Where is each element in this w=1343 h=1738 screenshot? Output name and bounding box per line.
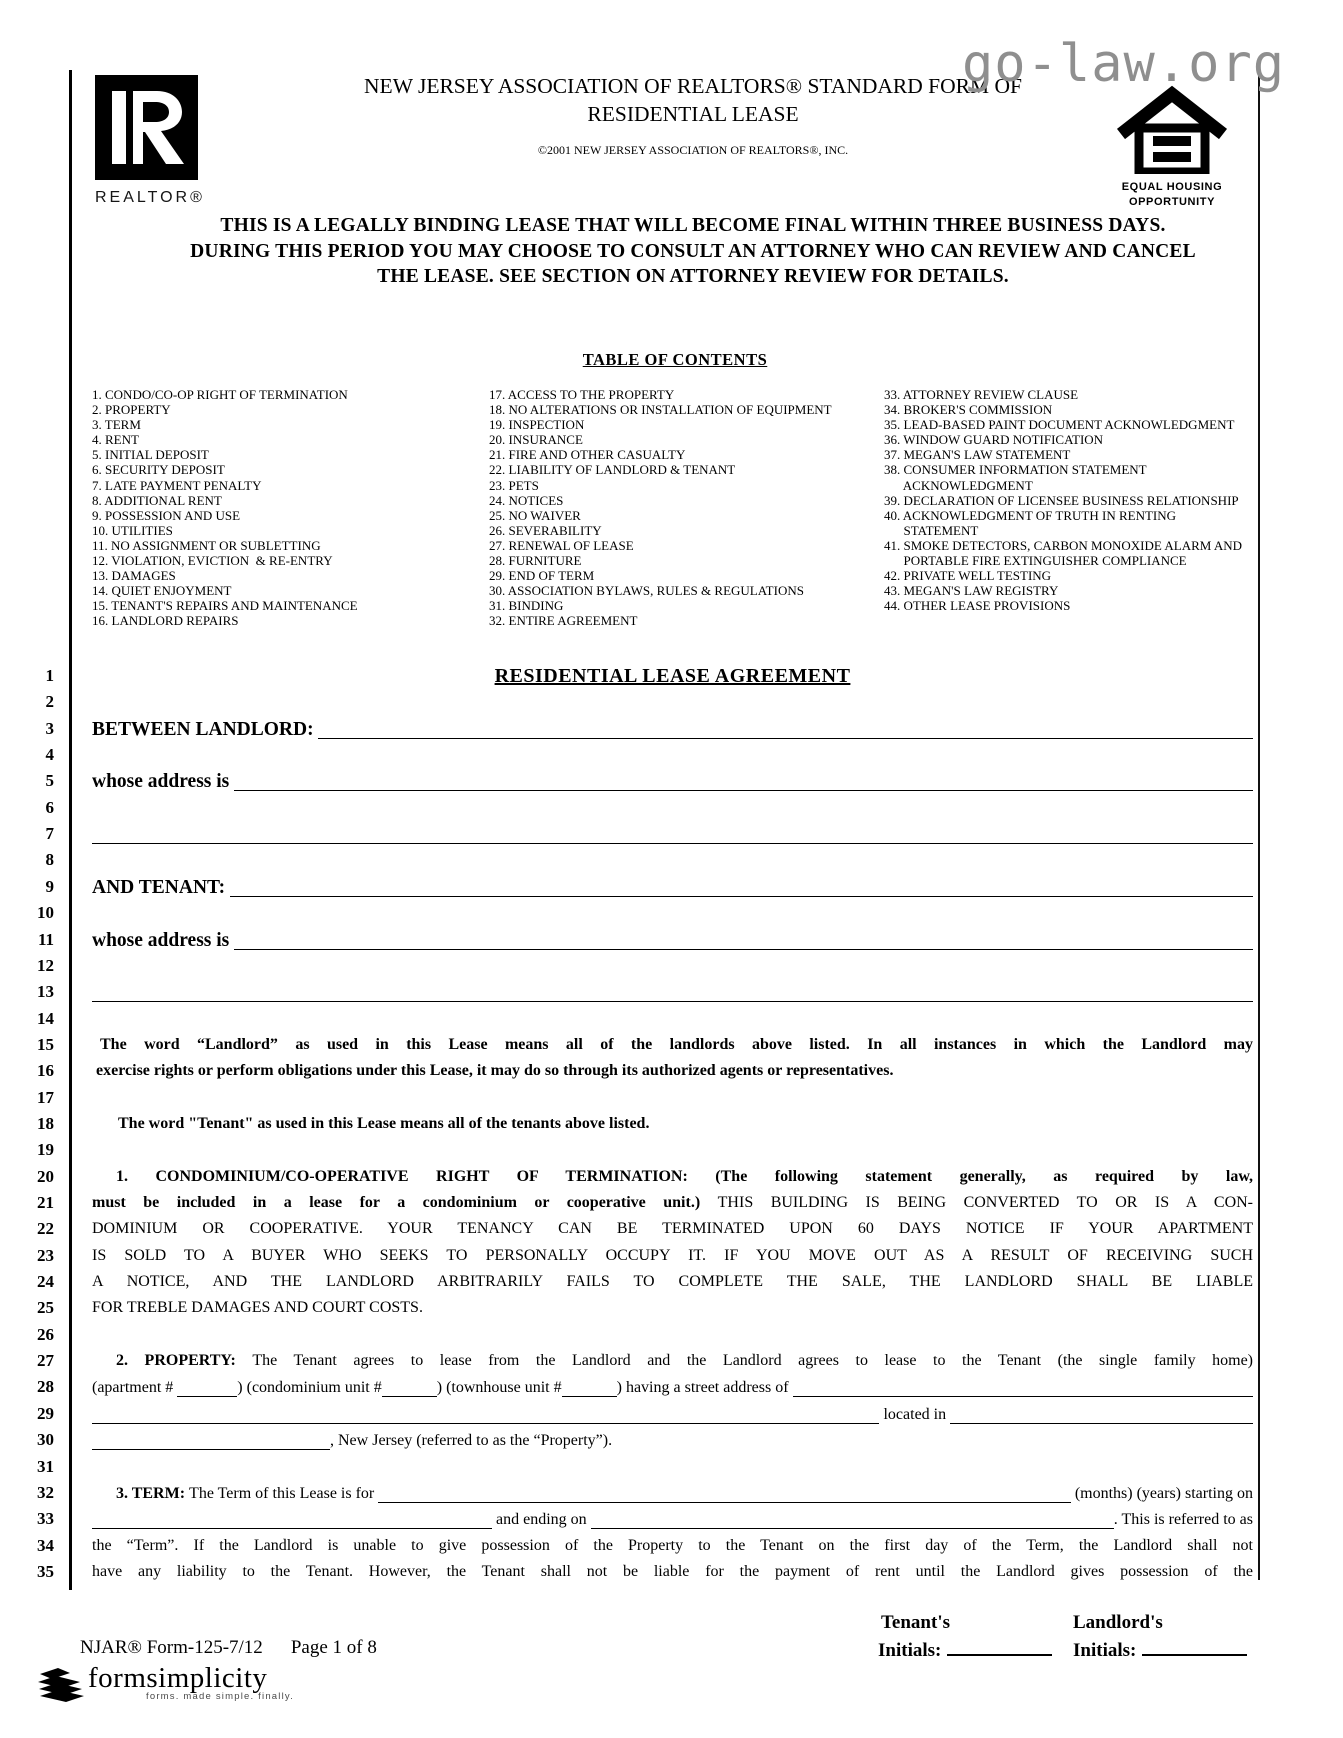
- toc-item: 34. BROKER'S COMMISSION: [884, 402, 1053, 418]
- toc-item: STATEMENT: [884, 522, 979, 538]
- line-number: 18: [37, 1113, 54, 1133]
- line-number: 33: [37, 1509, 54, 1529]
- toc-column-2: [489, 387, 832, 629]
- toc-item: PORTABLE FIRE EXTINGUISHER COMPLIANCE: [884, 553, 1187, 569]
- blank-field: [230, 896, 1253, 897]
- blank-field: [382, 1396, 437, 1397]
- line-number: 17: [37, 1087, 54, 1107]
- text-segment: whose address is: [92, 771, 235, 793]
- toc-item: 40. ACKNOWLEDGMENT OF TRUTH IN RENTING: [884, 507, 1177, 523]
- tenants-initials-blank: [947, 1642, 1052, 1656]
- text-segment: FOR TREBLE DAMAGES AND COURT COSTS.: [92, 1299, 423, 1317]
- text-segment: The Term of this Lease is for: [189, 1484, 379, 1502]
- body-line-25: [92, 1295, 1253, 1322]
- toc-item: 43. MEGAN'S LAW REGISTRY: [884, 583, 1059, 599]
- form-number-line: [80, 1637, 377, 1659]
- body-line-27: [116, 1348, 1253, 1375]
- toc-item: 16. LANDLORD REPAIRS: [92, 613, 239, 629]
- body-line-13: [92, 979, 1253, 1006]
- line-number: 9: [45, 876, 54, 896]
- document-title-line1: NEW JERSEY ASSOCIATION OF REALTORS® STANDARD FORM OF: [364, 74, 1022, 98]
- line-number: 35: [37, 1561, 54, 1581]
- line-number: 5: [45, 771, 54, 791]
- toc-item: 8. ADDITIONAL RENT: [92, 492, 222, 508]
- line-number: 27: [37, 1351, 54, 1371]
- formsimplicity-brand: formsimplicity: [88, 1662, 268, 1694]
- equal-housing-logo: [1110, 82, 1234, 208]
- body-line-32: [116, 1480, 1253, 1507]
- landlords-initials-heading: Landlord's: [1073, 1612, 1163, 1633]
- toc-item: 30. ASSOCIATION BYLAWS, RULES & REGULATIONS: [489, 583, 804, 599]
- toc-item: ACKNOWLEDGMENT: [884, 477, 1033, 493]
- formsimplicity-stack-icon: [36, 1666, 86, 1709]
- body-line-24: [92, 1269, 1253, 1296]
- blank-field: [378, 1502, 1071, 1503]
- line-number: 30: [37, 1430, 54, 1450]
- toc-item: 29. END OF TERM: [489, 568, 595, 584]
- legal-warning-block: [133, 213, 1253, 290]
- text-segment: 2. PROPERTY:: [116, 1352, 253, 1370]
- equal-housing-house-icon: [1111, 161, 1233, 178]
- legal-warning-line3: THE LEASE. SEE SECTION ON ATTORNEY REVIEW FOR DETAILS.: [377, 266, 1009, 287]
- toc-item: 4. RENT: [92, 432, 139, 448]
- watermark-text: go-law.org: [962, 34, 1286, 94]
- toc-item: 26. SEVERABILITY: [489, 522, 602, 538]
- text-segment: have any liability to the Tenant. However, the Tenant shall not be liable for the payment of rent until the Landlord gives possession of the: [92, 1562, 1253, 1580]
- toc-item: 12. VIOLATION, EVICTION & RE-ENTRY: [92, 553, 333, 569]
- right-border-rule: [1258, 76, 1260, 1580]
- toc-title: TABLE OF CONTENTS: [582, 350, 768, 369]
- text-segment: The word "Tenant" as used in this Lease means all of the tenants above listed.: [118, 1114, 650, 1132]
- line-number: 10: [37, 903, 54, 923]
- line-number: 22: [37, 1219, 54, 1239]
- blank-field: [92, 1449, 330, 1450]
- page-indicator: Page 1 of 8: [290, 1637, 377, 1658]
- body-line-9: [92, 874, 1253, 901]
- text-segment: . This is referred to as: [1113, 1511, 1253, 1529]
- line-number: 13: [37, 982, 54, 1002]
- text-segment: and ending on: [492, 1511, 591, 1529]
- formsimplicity-tagline: forms. made simple. finally.: [146, 1691, 294, 1702]
- toc-item: 1. CONDO/CO-OP RIGHT OF TERMINATION: [92, 387, 348, 402]
- body-line-35: [92, 1559, 1253, 1586]
- tenants-initials-heading: Tenant's: [881, 1612, 950, 1633]
- blank-field: [92, 843, 1253, 844]
- text-segment: The word “Landlord” as used in this Lease means all of the landlords above listed. In all instances in which the Landlord may: [100, 1035, 1253, 1053]
- form-number: NJAR® Form-125-7/12: [80, 1637, 263, 1658]
- line-number: 1: [45, 666, 54, 685]
- text-segment: 3. TERM:: [116, 1484, 190, 1502]
- blank-field: [793, 1396, 1253, 1397]
- text-segment: ) (condominium unit #: [237, 1379, 382, 1397]
- text-segment: (apartment #: [92, 1379, 178, 1397]
- toc-column-3: [884, 387, 1242, 613]
- toc-item: 32. ENTIRE AGREEMENT: [489, 613, 638, 629]
- blank-field: [92, 1001, 1253, 1002]
- toc-item: 38. CONSUMER INFORMATION STATEMENT: [884, 462, 1147, 478]
- line-number: 24: [37, 1272, 54, 1292]
- text-segment: IS SOLD TO A BUYER WHO SEEKS TO PERSONALLY OCCUPY IT. IF YOU MOVE OUT AS A RESULT OF RECEIVING SUCH: [92, 1246, 1253, 1264]
- body-line-28: [92, 1374, 1253, 1401]
- toc-item: 28. FURNITURE: [489, 553, 582, 569]
- toc-item: 37. MEGAN'S LAW STATEMENT: [884, 447, 1071, 463]
- toc-item: 15. TENANT'S REPAIRS AND MAINTENANCE: [92, 598, 358, 614]
- blank-field: [562, 1396, 617, 1397]
- text-segment: DOMINIUM OR COOPERATIVE. YOUR TENANCY CAN BE TERMINATED UPON 60 DAYS NOTICE IF YOUR APARTMENT: [92, 1220, 1253, 1238]
- legal-warning-line2: DURING THIS PERIOD YOU MAY CHOOSE TO CONSULT AN ATTORNEY WHO CAN REVIEW AND CANCEL: [190, 240, 1196, 262]
- left-border-rule: [69, 70, 72, 1590]
- toc-item: 24. NOTICES: [489, 492, 564, 508]
- text-segment: must be included in a lease for a condominium or cooperative unit.): [92, 1194, 718, 1211]
- line-number: 25: [37, 1298, 54, 1318]
- toc-item: 20. INSURANCE: [489, 432, 583, 448]
- body-line-29: [92, 1401, 1253, 1428]
- toc-item: 18. NO ALTERATIONS OR INSTALLATION OF EQUIPMENT: [489, 402, 832, 418]
- text-segment: the “Term”. If the Landlord is unable to give possession of the Property to the Tenant on the first day of the Term, the Landlord shall not: [92, 1536, 1253, 1554]
- line-number: 4: [45, 745, 54, 765]
- toc-item: 11. NO ASSIGNMENT OR SUBLETTING: [92, 537, 321, 553]
- text-segment: 1. CONDOMINIUM/CO-OPERATIVE RIGHT OF TERMINATION: (The following statement generally, as required by law,: [116, 1167, 1253, 1185]
- line-number: 34: [37, 1535, 54, 1555]
- blank-field: [234, 790, 1253, 791]
- line-number: 14: [37, 1008, 54, 1028]
- document-title-line2: RESIDENTIAL LEASE: [587, 102, 799, 126]
- blank-field: [92, 1528, 492, 1529]
- tenants-initials-line: Initials:: [878, 1640, 1052, 1662]
- body-line-18: [118, 1111, 1253, 1138]
- line-number: 23: [37, 1245, 54, 1265]
- toc-item: 23. PETS: [489, 477, 539, 493]
- line-number: 32: [37, 1482, 54, 1502]
- text-segment: whose address is: [92, 929, 235, 951]
- blank-field: [177, 1396, 237, 1397]
- toc-item: 5. INITIAL DEPOSIT: [92, 447, 209, 463]
- toc-item: 33. ATTORNEY REVIEW CLAUSE: [884, 387, 1079, 402]
- text-segment: ) having a street address of: [616, 1379, 793, 1397]
- text-segment: (months) (years) starting on: [1070, 1484, 1253, 1502]
- toc-item: 19. INSPECTION: [489, 417, 585, 433]
- body-line-7: [92, 821, 1253, 848]
- equal-housing-caption-line2: OPPORTUNITY: [1128, 195, 1216, 208]
- blank-field: [950, 1423, 1253, 1424]
- body-line-11: [92, 927, 1253, 954]
- line-number: 20: [37, 1166, 54, 1186]
- toc-item: 41. SMOKE DETECTORS, CARBON MONOXIDE ALARM AND: [884, 537, 1243, 553]
- toc-item: 22. LIABILITY OF LANDLORD & TENANT: [489, 462, 736, 478]
- body-line-23: [92, 1243, 1253, 1270]
- landlords-initials-blank: [1142, 1642, 1247, 1656]
- toc-item: 7. LATE PAYMENT PENALTY: [92, 477, 262, 493]
- landlords-initials-line: Initials:: [1073, 1640, 1247, 1662]
- text-segment: exercise rights or perform obligations under this Lease, it may do so through its authorized agents or representatives.: [96, 1062, 894, 1080]
- text-segment: located in: [879, 1405, 951, 1423]
- toc-item: 31. BINDING: [489, 598, 564, 614]
- toc-item: 9. POSSESSION AND USE: [92, 507, 241, 523]
- toc-item: 14. QUIET ENJOYMENT: [92, 583, 232, 599]
- toc-item: 6. SECURITY DEPOSIT: [92, 462, 225, 478]
- body-line-5: [92, 768, 1253, 795]
- line-number: 28: [37, 1377, 54, 1397]
- copyright-line: ©2001 NEW JERSEY ASSOCIATION OF REALTORS®, INC.: [537, 143, 849, 157]
- text-segment: ) (townhouse unit #: [436, 1379, 562, 1397]
- text-segment: AND TENANT:: [92, 876, 230, 898]
- line-number: 19: [37, 1140, 54, 1160]
- toc-item: 17. ACCESS TO THE PROPERTY: [489, 387, 675, 402]
- toc-column-1: [92, 387, 358, 629]
- toc-item: 35. LEAD-BASED PAINT DOCUMENT ACKNOWLEDGMENT: [884, 417, 1235, 433]
- toc-item: 42. PRIVATE WELL TESTING: [884, 568, 1052, 584]
- toc-item: 3. TERM: [92, 417, 141, 433]
- equal-housing-caption-line1: EQUAL HOUSING: [1121, 181, 1223, 193]
- toc-item: 25. NO WAIVER: [489, 507, 581, 523]
- toc-item: 10. UTILITIES: [92, 522, 173, 538]
- body-line-1: [92, 663, 1253, 690]
- toc-item: 44. OTHER LEASE PROVISIONS: [884, 598, 1071, 614]
- blank-field: [234, 949, 1253, 950]
- blank-field: [92, 1423, 879, 1424]
- line-number: 11: [37, 929, 54, 949]
- legal-warning-line1: THIS IS A LEGALLY BINDING LEASE THAT WILL BECOME FINAL WITHIN THREE BUSINESS DAYS.: [220, 215, 1166, 236]
- text-segment: THIS BUILDING IS BEING CONVERTED TO OR IS A CON-: [717, 1194, 1253, 1211]
- text-segment: A NOTICE, AND THE LANDLORD ARBITRARILY FAILS TO COMPLETE THE SALE, THE LANDLORD SHALL BE LIABLE: [92, 1273, 1253, 1291]
- line-number: 31: [37, 1456, 54, 1476]
- line-number: 3: [45, 718, 54, 738]
- line-number: 8: [45, 850, 54, 870]
- line-number: 21: [37, 1193, 54, 1212]
- line-number: 15: [37, 1034, 54, 1054]
- text-segment: The Tenant agrees to lease from the Landlord and the Landlord agrees to lease to the Tenant (the single family home): [252, 1352, 1253, 1370]
- body-line-15: [100, 1032, 1253, 1059]
- line-number: 16: [37, 1061, 54, 1081]
- text-segment: , New Jersey (referred to as the “Property”).: [330, 1432, 613, 1450]
- text-segment: BETWEEN LANDLORD:: [92, 718, 319, 740]
- realtor-logo-label: REALTOR®: [95, 189, 205, 206]
- section-heading: RESIDENTIAL LEASE AGREEMENT: [494, 665, 851, 687]
- toc-item: 36. WINDOW GUARD NOTIFICATION: [884, 432, 1104, 448]
- toc-item: 27. RENEWAL OF LEASE: [489, 537, 634, 553]
- line-number: 7: [45, 824, 54, 844]
- body-line-22: [92, 1216, 1253, 1243]
- body-line-16: [96, 1058, 1253, 1085]
- blank-field: [318, 738, 1253, 739]
- realtor-logo: [95, 75, 205, 207]
- toc-item: 21. FIRE AND OTHER CASUALTY: [489, 447, 686, 463]
- blank-field: [591, 1528, 1114, 1529]
- line-number: 12: [37, 955, 54, 975]
- body-line-21: [92, 1190, 1253, 1217]
- line-number: 26: [37, 1324, 54, 1344]
- line-number: 29: [37, 1403, 54, 1423]
- toc-item: 39. DECLARATION OF LICENSEE BUSINESS RELATIONSHIP: [884, 492, 1239, 508]
- line-number: 2: [45, 692, 54, 712]
- body-line-30: [92, 1427, 1253, 1454]
- body-line-3: [92, 716, 1253, 743]
- realtor-icon: [95, 167, 198, 184]
- line-number: 6: [45, 797, 54, 817]
- toc-item: 2. PROPERTY: [92, 402, 171, 418]
- toc-item: 13. DAMAGES: [92, 568, 176, 584]
- body-line-34: [92, 1533, 1253, 1560]
- body-line-33: [92, 1506, 1253, 1533]
- body-line-20: [116, 1164, 1253, 1191]
